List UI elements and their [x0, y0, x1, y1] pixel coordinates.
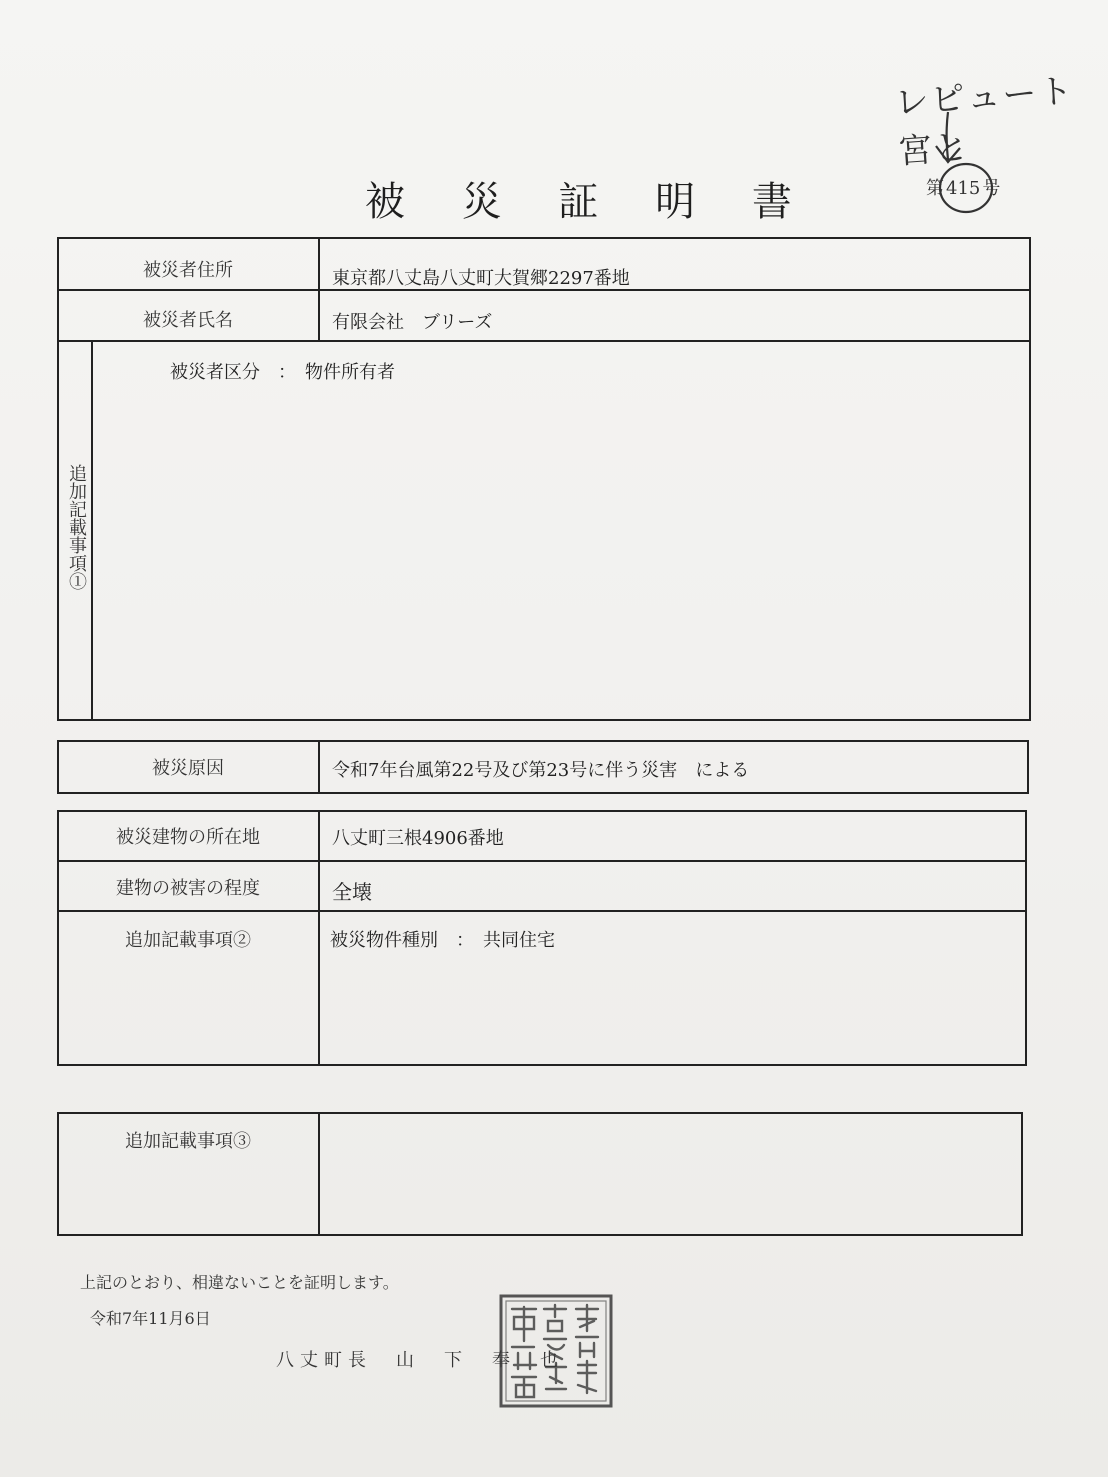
- name-label: 被災者氏名: [143, 310, 233, 331]
- handwritten-note: レピュート宮と: [893, 70, 1076, 173]
- certificate-number: [926, 174, 1000, 200]
- address-value: 東京都八丈島八丈町大賀郷2297番地: [332, 268, 630, 289]
- address-label: 被災者住所: [143, 260, 233, 281]
- cause-label: 被災原因: [152, 758, 224, 779]
- mayor-name: 八丈町長 山 下 奉 也: [276, 1350, 564, 1371]
- certify-text: 上記のとおり、相違ないことを証明します。: [80, 1273, 399, 1292]
- cert-number-prefix: 第: [926, 178, 944, 199]
- extra1-value: 被災者区分 ： 物件所有者: [170, 362, 395, 383]
- extra2-label: 追加記載事項②: [125, 930, 251, 951]
- extra1-label: 追加記載事項①: [66, 464, 87, 590]
- cert-number-value: 415: [946, 178, 981, 199]
- official-seal: [498, 1293, 614, 1409]
- extra2-value: 被災物件種別 ： 共同住宅: [330, 930, 555, 951]
- issue-date: 令和7年11月6日: [90, 1309, 211, 1328]
- location-label: 被災建物の所在地: [116, 827, 260, 848]
- document-title: 被 災 証 明 書: [365, 179, 814, 225]
- name-value: 有限会社 ブリーズ: [332, 312, 493, 333]
- location-value: 八丈町三根4906番地: [332, 828, 504, 849]
- cert-number-suffix: 号: [982, 178, 1001, 199]
- cause-value: 令和7年台風第22号及び第23号に伴う災害 による: [332, 760, 750, 781]
- extra3-label: 追加記載事項③: [125, 1131, 251, 1152]
- damage-value: 全壊: [332, 880, 372, 904]
- damage-label: 建物の被害の程度: [116, 878, 260, 899]
